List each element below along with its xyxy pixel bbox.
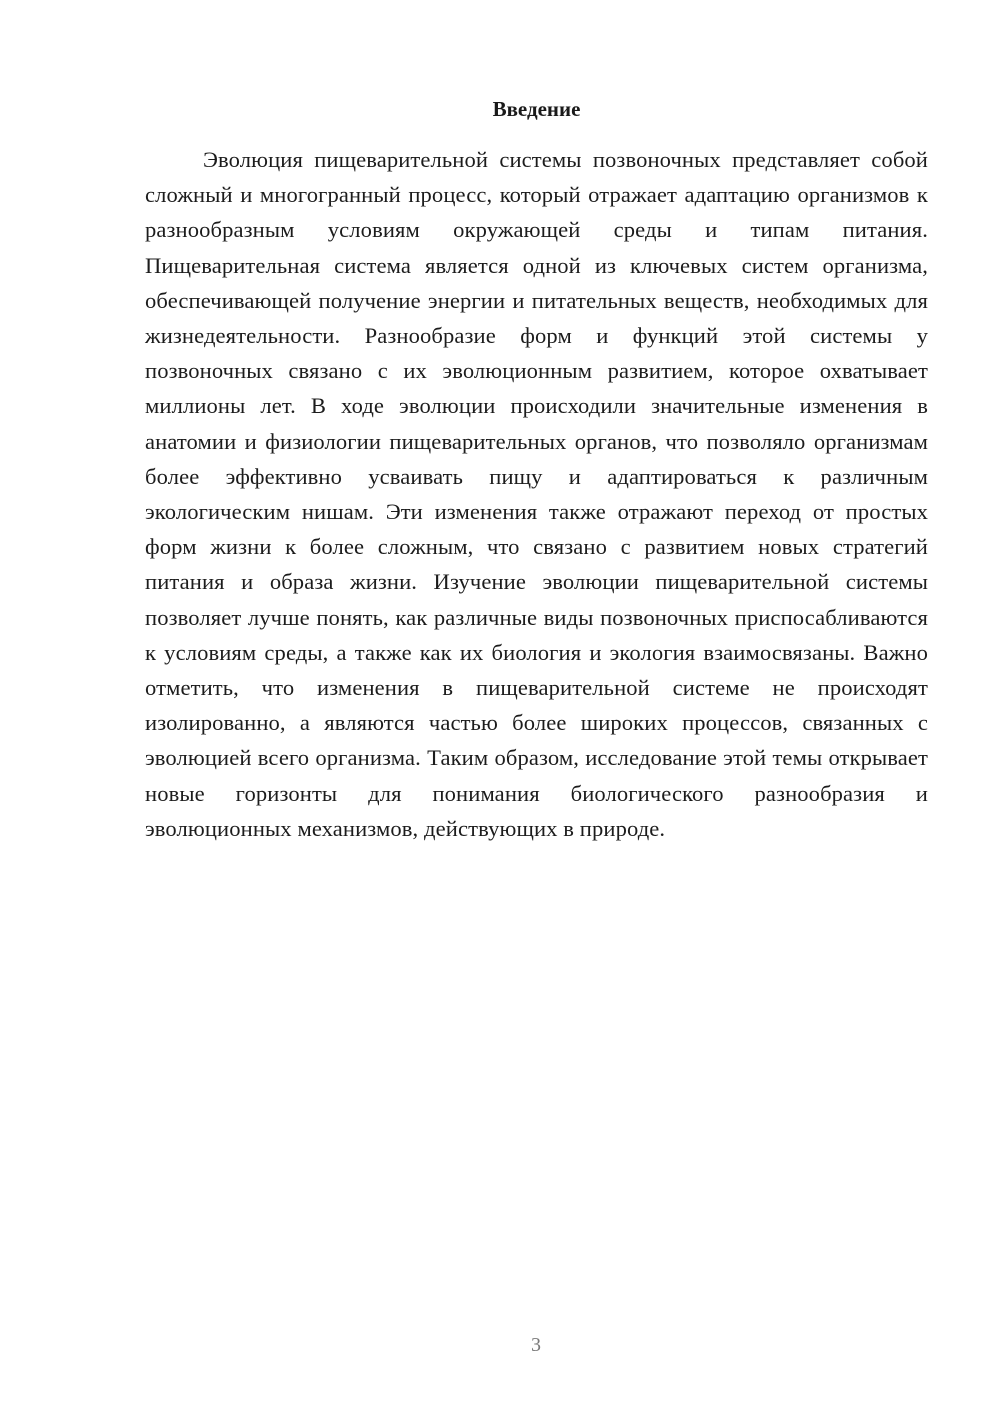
section-title: Введение [492, 97, 581, 121]
intro-paragraph: Эволюция пищеварительной системы позвоночных представляет собой сложный и многогранный процесс, который отражает адаптацию организмов к разнообразным условиям окружающей среды и типам питания. Пищеварительная система является одной из ключевых систем организма, обеспечивающей получение энергии и питательных веществ, необходимых для жизнедеятельности. Разнообразие форм и функций этой системы у позвоночных связано с их эволюционным развитием, которое охватывает миллионы лет. В ходе эволюции происходили значительные изменения в анатомии и физиологии пищеварительных органов, что позволяло организмам более эффективно усваивать пищу и адаптироваться к различным экологическим нишам. Эти изменения также отражают переход от простых форм жизни к более сложным, что связано с развитием новых стратегий питания и образа жизни. Изучение эволюции пищеварительной системы позволяет лучше понять, как различные виды позвоночных приспосабливаются к условиям среды, а также как их биология и экология взаимосвязаны. Важно отметить, что изменения в пищеварительной системе не происходят изолированно, а являются частью более широких процессов, связанных с эволюцией всего организма. Таким образом, исследование этой темы открывает новые горизонты для понимания биологического разнообразия и эволюционных механизмов, действующих в природе. [145, 147, 928, 841]
page-number: 3 [531, 1334, 541, 1356]
